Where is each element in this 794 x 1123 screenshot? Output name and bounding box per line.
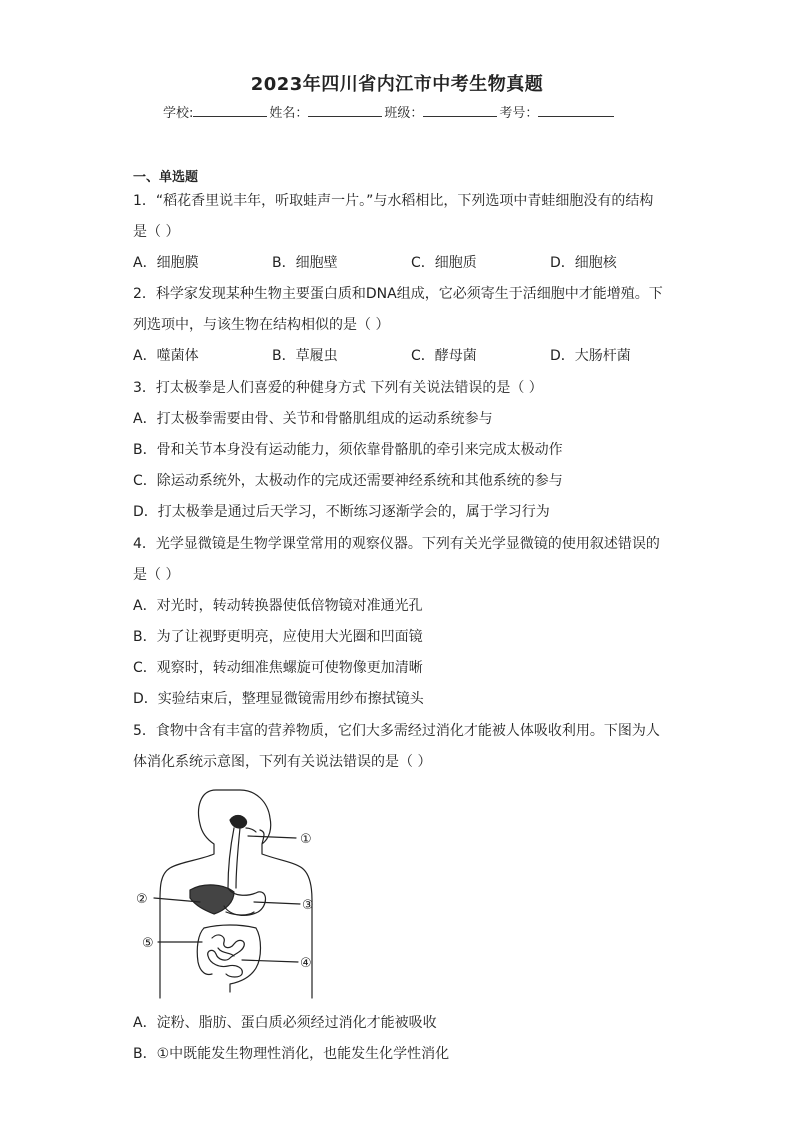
student-info-row	[163, 102, 616, 121]
oral-cavity	[230, 816, 247, 829]
q3-stem: 3．打太极拳是人们喜爱的种健身方式 下列有关说法错误的是（ ）	[133, 380, 543, 396]
q5-option-a: A．淀粉、脂肪、蛋白质必须经过消化才能被吸收	[133, 1015, 437, 1031]
section-heading: 一、单选题	[133, 170, 199, 185]
q3-option-c: C．除运动系统外，太极动作的完成还需要神经系统和其他系统的参与	[133, 473, 563, 489]
class-label: 班级：	[384, 106, 424, 121]
q1-option-a: A．细胞膜	[133, 255, 199, 271]
q3-option-b: B．骨和关节本身没有运动能力，须依靠骨骼肌的牵引来完成太极动作	[133, 442, 563, 458]
q5-stem-line1: 5．食物中含有丰富的营养物质，它们大多需经过消化才能被人体吸收利用。下图为人	[133, 723, 660, 739]
q5-stem-line2: 体消化系统示意图，下列有关说法错误的是（ ）	[133, 754, 432, 770]
small-intestine	[208, 935, 245, 977]
figure-label-1: ①	[300, 832, 312, 847]
school-blank[interactable]	[193, 102, 267, 117]
figure-label-2: ②	[136, 892, 148, 907]
q4-option-d: D．实验结束后，整理显微镜需用纱布擦拭镜头	[133, 691, 424, 707]
q2-option-a: A．噬菌体	[133, 348, 199, 364]
page-title: 2023年四川省内江市中考生物真题	[250, 74, 544, 95]
leader-line-3	[254, 902, 300, 904]
name-label: 姓名：	[269, 106, 309, 121]
q2-stem-line2: 列选项中，与该生物在结构相似的是（ ）	[133, 317, 390, 333]
esophagus	[228, 828, 240, 888]
exam-number-label: 考号：	[499, 106, 539, 121]
q1-stem-line1: 1．“稻花香里说丰年，听取蛙声一片。”与水稻相比，下列选项中青蛙细胞没有的结构	[133, 193, 654, 209]
q4-stem-line1: 4．光学显微镜是生物学课堂常用的观察仪器。下列有关光学显微镜的使用叙述错误的	[133, 536, 660, 552]
q2-option-c: C．酵母菌	[411, 348, 477, 364]
leader-line-1	[248, 836, 296, 838]
q4-stem-line2: 是（ ）	[133, 567, 180, 583]
figure-label-4: ④	[300, 956, 312, 971]
class-blank[interactable]	[423, 102, 497, 117]
q3-option-a: A．打太极拳需要由骨、关节和骨骼肌组成的运动系统参与	[133, 411, 493, 427]
q4-option-c: C．观察时，转动细准焦螺旋可使物像更加清晰	[133, 660, 423, 676]
school-label: 学校:	[163, 106, 194, 121]
figure-label-5: ⑤	[142, 936, 154, 951]
q2-option-d: D．大肠杆菌	[550, 348, 631, 364]
q4-option-b: B．为了让视野更明亮，应使用大光圈和凹面镜	[133, 629, 423, 645]
q3-option-d: D．打太极拳是通过后天学习，不断练习逐渐学会的，属于学习行为	[133, 504, 550, 520]
q1-option-b: B．细胞壁	[272, 255, 338, 271]
figure-label-3: ③	[302, 898, 314, 913]
digestive-system-figure	[130, 788, 330, 1000]
q2-stem-line1: 2．科学家发现某种生物主要蛋白质和DNA组成，它必须寄生于活细胞中才能增殖。下	[133, 286, 663, 302]
name-blank[interactable]	[308, 102, 382, 117]
teeth	[246, 828, 256, 832]
exam-number-blank[interactable]	[538, 102, 614, 117]
q2-option-b: B．草履虫	[272, 348, 338, 364]
q1-option-d: D．细胞核	[550, 255, 617, 271]
leader-line-4	[242, 960, 298, 962]
q1-option-c: C．细胞质	[411, 255, 477, 271]
q1-stem-line2: 是（ ）	[133, 224, 180, 240]
q5-option-b: B．①中既能发生物理性消化，也能发生化学性消化	[133, 1046, 450, 1062]
q4-option-a: A．对光时，转动转换器使低倍物镜对准通光孔	[133, 598, 423, 614]
